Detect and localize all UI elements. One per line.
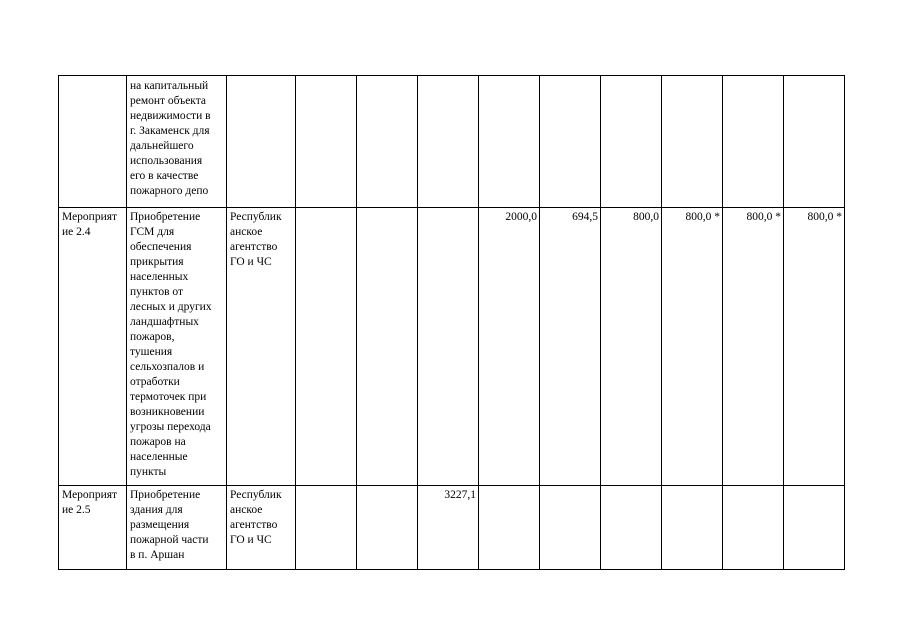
value-cell xyxy=(479,76,540,208)
measure-name-cell: на капитальный ремонт объекта недвижимости в г. Закаменск для дальнейшего использования его в качестве пожарного депо xyxy=(127,76,227,208)
value-cell xyxy=(357,486,418,570)
value-cell: 2000,0 xyxy=(479,208,540,486)
measure-code-cell: Мероприят ие 2.5 xyxy=(59,486,127,570)
value-cell xyxy=(601,76,662,208)
executor-cell: Республик анское агентство ГО и ЧС xyxy=(227,208,296,486)
value-cell xyxy=(357,208,418,486)
value-cell xyxy=(540,76,601,208)
value-cell: 3227,1 xyxy=(418,486,479,570)
value-cell xyxy=(296,76,357,208)
value-cell xyxy=(357,76,418,208)
value-cell xyxy=(601,486,662,570)
value-cell: 694,5 xyxy=(540,208,601,486)
executor-cell xyxy=(227,76,296,208)
executor-cell: Республик анское агентство ГО и ЧС xyxy=(227,486,296,570)
measure-code-cell: Мероприят ие 2.4 xyxy=(59,208,127,486)
value-cell xyxy=(723,76,784,208)
value-cell xyxy=(662,486,723,570)
value-cell xyxy=(479,486,540,570)
value-cell xyxy=(296,208,357,486)
value-cell xyxy=(418,208,479,486)
program-measures-table xyxy=(58,75,845,570)
value-cell xyxy=(418,76,479,208)
measure-name-cell: Приобретение здания для размещения пожарной части в п. Аршан xyxy=(127,486,227,570)
value-cell xyxy=(784,486,845,570)
value-cell: 800,0 xyxy=(601,208,662,486)
value-cell xyxy=(784,76,845,208)
value-cell xyxy=(662,76,723,208)
table-row xyxy=(59,486,845,570)
measure-name-cell: Приобретение ГСМ для обеспечения прикрытия населенных пунктов от лесных и других ландшафтных пожаров, тушения сельхозпалов и отработки термоточек при возникновении угрозы перехода пожаров на населенные пункты xyxy=(127,208,227,486)
value-cell xyxy=(540,486,601,570)
measure-code-cell xyxy=(59,76,127,208)
value-cell xyxy=(723,486,784,570)
table-row xyxy=(59,208,845,486)
value-cell: 800,0 * xyxy=(662,208,723,486)
value-cell: 800,0 * xyxy=(723,208,784,486)
value-cell: 800,0 * xyxy=(784,208,845,486)
value-cell xyxy=(296,486,357,570)
table-row xyxy=(59,76,845,208)
